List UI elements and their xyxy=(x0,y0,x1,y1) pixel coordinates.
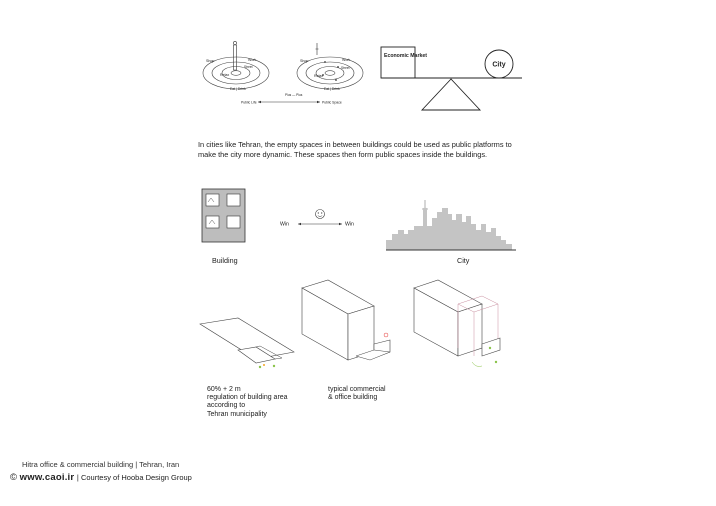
ring-label-shop: Shop xyxy=(206,59,215,63)
ring-label-eat: Eat | Drink xyxy=(324,87,340,91)
public-life-axis xyxy=(240,92,350,108)
copyright-symbol: © xyxy=(10,472,17,483)
ring-label-work: Work xyxy=(248,58,257,62)
person-icon xyxy=(233,41,236,44)
axis-top-label: Plus — Plus xyxy=(285,93,303,97)
smiley-icon xyxy=(316,210,325,219)
city-circle-label: City xyxy=(492,61,506,69)
win-right-label: Win xyxy=(345,221,354,228)
axis-left-label: Public Life xyxy=(241,100,257,105)
ring-label-street: Street xyxy=(341,66,350,70)
typical-building-caption: typical commercial & office building xyxy=(328,386,386,402)
balance-scale-diagram xyxy=(378,40,528,115)
building-label: Building xyxy=(212,256,238,265)
description-paragraph xyxy=(198,140,528,159)
city-skyline xyxy=(386,200,518,252)
ring-label-work: Work xyxy=(342,58,351,62)
scale-fulcrum xyxy=(422,79,480,110)
ring-label-street: Street xyxy=(244,65,253,69)
win-win-diagram xyxy=(276,208,361,232)
axis-right-label: Public Space xyxy=(322,100,342,105)
ring-label-relax: Relax xyxy=(220,73,230,77)
project-caption: Hitra office & commercial building | Tehran, Iran xyxy=(22,460,180,469)
economic-market-box xyxy=(381,47,415,78)
typical-building-sketch xyxy=(298,278,398,372)
win-left-label: Win xyxy=(280,221,289,228)
economic-market-label: Economic Market xyxy=(384,53,427,59)
ring-label-relax: Relax xyxy=(314,74,324,78)
site-link[interactable]: www.caoi.ir xyxy=(19,472,75,483)
regulation-caption: 60% + 2 m regulation of building area according to Tehran municipality xyxy=(207,386,288,418)
ring-label-shop: Shop xyxy=(300,59,309,63)
city-label: City xyxy=(457,256,470,265)
ring-label-eat: Eat | Drink xyxy=(230,87,246,91)
tower-icon xyxy=(316,43,319,55)
building-diagram xyxy=(200,188,250,252)
site-plan-sketch xyxy=(198,314,298,378)
credit-text: | Courtesy of Hooba Design Group xyxy=(76,473,192,482)
credit-line xyxy=(10,472,192,483)
transparent-building-sketch xyxy=(410,278,520,378)
description-text: In cities like Tehran, the empty spaces in between buildings could be used as public platforms to make the city more dynamic. These spaces then form public spaces inside the buildings. xyxy=(198,140,512,159)
